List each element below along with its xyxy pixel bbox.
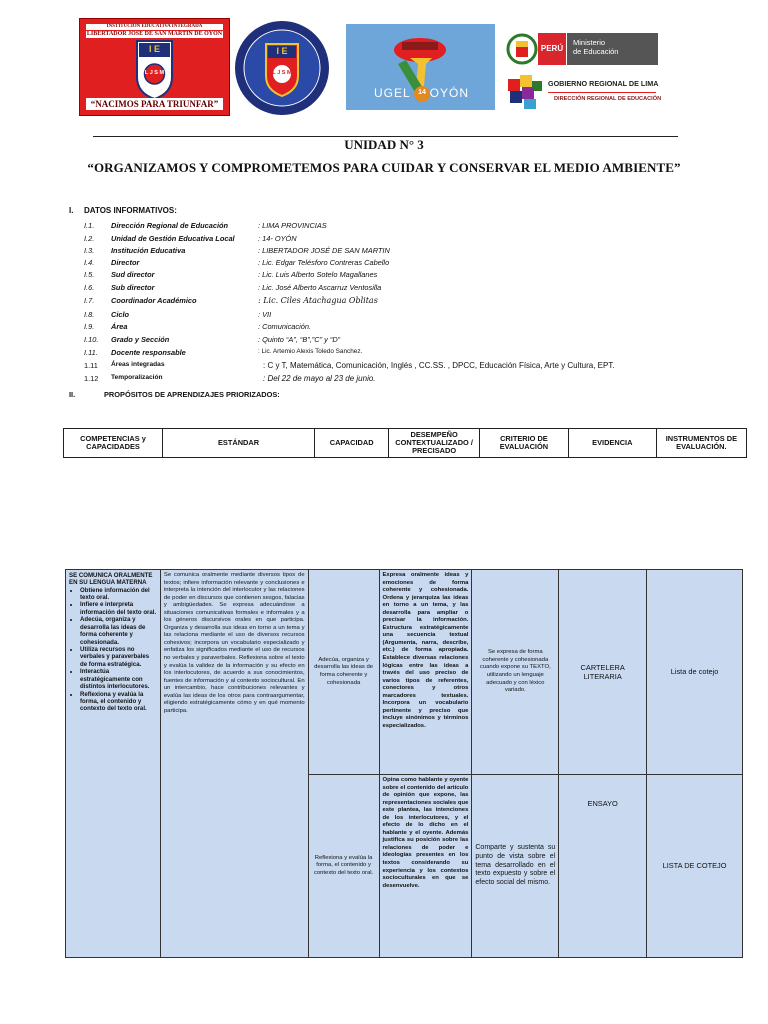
school-motto: “NACIMOS PARA TRIUNFAR”: [86, 98, 223, 110]
datos-row-number: I.3.: [84, 246, 95, 255]
datos-row-label: Sub director: [111, 283, 155, 292]
datos-row: [84, 361, 744, 372]
capacidad-item: • Adecúa, organiza y desarrolla las ideas de forma coherente y cohesionada.: [80, 616, 157, 646]
datos-row-value: : Del 22 de mayo al 23 de junio.: [263, 374, 376, 383]
datos-row-label: Sud director: [111, 270, 155, 279]
datos-row: [84, 310, 744, 321]
evidencia-cell: ENSAYO: [559, 775, 647, 958]
estandar-cell: Se comunica oralmente mediante diversos tipos de textos; infiere información relevante y conclusiones e interpreta la intención del interlocutor y las relaciones de poder en discursos que contienen sesgos, falacias y ambigüedades. Se expresa adecuándose a situaciones comunicativas formales e informales y a los géneros discursivos orales en que participa. Organiza y desarrolla sus ideas en torno a un tema y las relaciona mediante el uso de diversos recursos cohesivos; incorpora un vocabulario especializado y enfatiza los significados mediante el uso de recursos no verbales y paraverbales. Reflexiona sobre el texto y evalúa la validez de la información y su efecto en los interlocutores, de acuerdo a sus conocimientos, fuentes de información y al contexto sociocultural. En un intercambio, hace contribuciones relevantes y evalúa las ideas de los otros para contraargumentar, eligiendo estratégicamente cómo y en qué momento participa.: [160, 570, 308, 958]
datos-row-number: I.4.: [84, 258, 95, 267]
datos-row-label: Coordinador Académico: [111, 296, 197, 305]
competencias-table: [65, 569, 743, 958]
datos-row: [84, 374, 744, 385]
datos-row-value: : Lic. Ciles Atachagua Oblitas: [258, 296, 378, 305]
ugel-label: UGEL: [374, 86, 411, 100]
school-logo-initials-top: I E: [148, 44, 160, 54]
datos-row-value: : 14- OYÓN: [258, 234, 297, 243]
datos-row: [84, 234, 744, 245]
minedu-logo: [506, 33, 658, 65]
peru-coat-of-arms-icon: [506, 33, 538, 65]
datos-row: [84, 322, 744, 333]
datos-row-number: I.6.: [84, 283, 95, 292]
capacidad-item: • Infiere e interpreta información del texto oral.: [80, 601, 157, 616]
section-ii-number: II.: [69, 390, 76, 399]
datos-row-value: : Lic. Luis Alberto Sotelo Magallanes: [258, 270, 378, 279]
capacidad-cell: Reflexiona y evalúa la forma, el contenido y contexto del texto oral.: [308, 775, 379, 958]
ministry-line2: de Educación: [573, 46, 619, 56]
criterio-cell: Se expresa de forma coherente y cohesionada cuando expone su TEXTO, utilizando un lenguaje adecuado y con léxico variado.: [472, 570, 559, 775]
col-instrumentos: INSTRUMENTOS DE EVALUACIÓN.: [656, 429, 746, 458]
section-i-number: I.: [69, 206, 74, 215]
col-evidencia: EVIDENCIA: [568, 429, 656, 458]
section-i-heading: DATOS INFORMATIVOS:: [84, 206, 177, 215]
col-desempeno: DESEMPEÑO CONTEXTUALIZADO / PRECISADO: [389, 429, 480, 458]
desempeno-cell: Opina como hablante y oyente sobre el contenido del artículo de opinión que expone, las representaciones sociales que este plantea, las intenciones de los interlocutores, y el efecto de lo dicho en el hablante y el oyente. Además justifica su posición sobre las relaciones de poder e ideologías presentes en los textos considerando su experiencia y los contextos socioculturales en que se desenvuelve.: [379, 775, 472, 958]
col-capacidad: CAPACIDAD: [315, 429, 389, 458]
datos-row: [84, 258, 744, 269]
crest-seal-icon: [228, 18, 336, 118]
regional-line2: DIRECCIÓN REGIONAL DE EDUCACIÓN: [554, 96, 662, 102]
oyon-label: OYÓN: [429, 86, 469, 100]
ugel-logo: [346, 24, 495, 110]
datos-row-value: : LIMA PROVINCIAS: [258, 221, 327, 230]
capacidad-item: • Obtiene información del texto oral.: [80, 587, 157, 602]
regional-logo: [506, 73, 662, 111]
datos-row: [84, 246, 744, 257]
propositos-header-table: [63, 428, 747, 458]
competencia-title: SE COMUNICA ORALMENTE EN SU LENGUA MATERNA: [69, 572, 153, 587]
datos-row-label: Unidad de Gestión Educativa Local: [111, 234, 235, 243]
datos-row-number: I.11.: [84, 348, 98, 357]
ugel-number: 14: [418, 89, 426, 96]
col-estandar: ESTÁNDAR: [163, 429, 315, 458]
unit-number: UNIDAD N° 3: [344, 137, 424, 152]
datos-row-value: : Lic. José Alberto Ascarruz Ventosilla: [258, 283, 382, 292]
datos-row: [84, 283, 744, 294]
datos-row-label: Área: [111, 322, 128, 331]
crest-initials-bottom: L J S M: [272, 70, 292, 76]
datos-row-value: : Lic. Artemio Alexis Toledo Sanchez.: [258, 348, 363, 355]
datos-row-number: I.1.: [84, 221, 95, 230]
crest-logo: [228, 18, 336, 118]
regional-line1: GOBIERNO REGIONAL DE LIMA: [548, 79, 659, 88]
desempeno-cell: Expresa oralmente ideas y emociones de forma coherente y cohesionada. Ordena y jerarquiza las ideas en torno a un tema, y las desarrolla para ampliar o precisar la información. Estructura estratégicamente una secuencia textual (Argumenta, narra, describe, etc.) de forma apropiada. Establece diversas relaciones lógicas entre las ideas a través del uso preciso de varios tipos de referentes, conectores y otros marcadores textuales. Incorpora un vocabulario pertinente y preciso que incluye sinónimos y términos especializados.: [379, 570, 472, 775]
datos-row-number: I.9.: [84, 322, 95, 331]
school-logo-initials-bottom: L J S M: [144, 70, 165, 76]
datos-row-value: : VII: [258, 310, 272, 319]
datos-row-number: I.7.: [84, 296, 95, 305]
datos-row: [84, 270, 744, 281]
datos-row-label: Ciclo: [111, 310, 130, 319]
datos-row: [84, 335, 744, 346]
capacidad-cell: Adecúa, organiza y desarrolla las ideas de forma coherente y cohesionada: [308, 570, 379, 775]
school-logo: [79, 18, 230, 116]
datos-row-label: Áreas integradas: [111, 361, 165, 368]
capacidad-item: • Reflexiona y evalúa la forma, el contenido y contexto del texto oral.: [80, 691, 157, 713]
capacidad-item: • Interactúa estratégicamente con distintos interlocutores.: [80, 668, 157, 690]
datos-row-number: 1.12: [84, 374, 99, 383]
evidencia-cell: CARTELERA LITERARIA: [559, 570, 647, 775]
capacidad-item: • Utiliza recursos no verbales y paraverbales de forma estratégica.: [80, 646, 157, 668]
datos-row-number: 1.11: [84, 361, 98, 370]
datos-row-label: Dirección Regional de Educación: [111, 221, 229, 230]
datos-row-number: I.2.: [84, 234, 95, 243]
datos-row: [84, 221, 744, 232]
datos-row-value: : C y T, Matemática, Comunicación, Inglés , CC.SS. , DPCC, Educación Física, Arte y Cultura, EPT.: [263, 361, 615, 370]
datos-row-number: I.5.: [84, 270, 95, 279]
regional-divider: [548, 92, 656, 93]
datos-row-value: : Quinto “A”, “B”,”C” y “D”: [258, 335, 341, 344]
datos-row: [84, 296, 744, 307]
col-criterio: CRITERIO DE EVALUACIÓN: [479, 429, 568, 458]
instrumento-cell: Lista de cotejo: [647, 570, 743, 775]
datos-row-label: Temporalización: [111, 374, 163, 381]
instrumento-cell: LISTA DE COTEJO: [647, 775, 743, 958]
ministry-line1: Ministerio: [573, 38, 606, 47]
col-competencias: COMPETENCIAS y CAPACIDADES: [64, 429, 163, 458]
criterio-cell: Comparte y sustenta su punto de vista sobre el tema desarrollado en el texto expuesto y sobre el efecto social del mismo.: [472, 775, 559, 958]
datos-row-number: I.8.: [84, 310, 95, 319]
datos-row-label: Grado y Sección: [111, 335, 170, 344]
peru-label: PERÚ: [538, 33, 566, 65]
datos-row-label: Institución Educativa: [111, 246, 186, 255]
school-logo-topline: INSTITUCIÓN EDUCATIVA INTEGRADA: [86, 24, 223, 30]
capacidades-list: [69, 587, 157, 713]
ministry-block: [567, 33, 658, 65]
competencia-cell: [66, 570, 161, 958]
datos-row-value: : Lic. Edgar Telésforo Contreras Cabello: [258, 258, 390, 267]
regional-mosaic-icon: [506, 73, 544, 111]
crest-initials-top: I E: [276, 46, 288, 56]
datos-row-value: : Comunicación.: [258, 322, 311, 331]
section-ii-heading: PROPÓSITOS DE APRENDIZAJES PRIORIZADOS:: [104, 390, 280, 399]
datos-row: [84, 348, 744, 359]
ugel-emblem-icon: [346, 24, 495, 110]
datos-row-label: Docente responsable: [111, 348, 186, 357]
datos-row-value: : LIBERTADOR JOSÉ DE SAN MARTIN: [258, 246, 390, 255]
unit-title: “ORGANIZAMOS Y COMPROMETEMOS PARA CUIDAR Y CONSERVAR EL MEDIO AMBIENTE”: [87, 160, 681, 175]
datos-row-label: Director: [111, 258, 140, 267]
school-logo-name: LIBERTADOR JOSÉ DE SAN MARTÍN DE OYÓN: [86, 31, 223, 37]
table-row: [66, 570, 743, 775]
datos-row-number: I.10.: [84, 335, 99, 344]
